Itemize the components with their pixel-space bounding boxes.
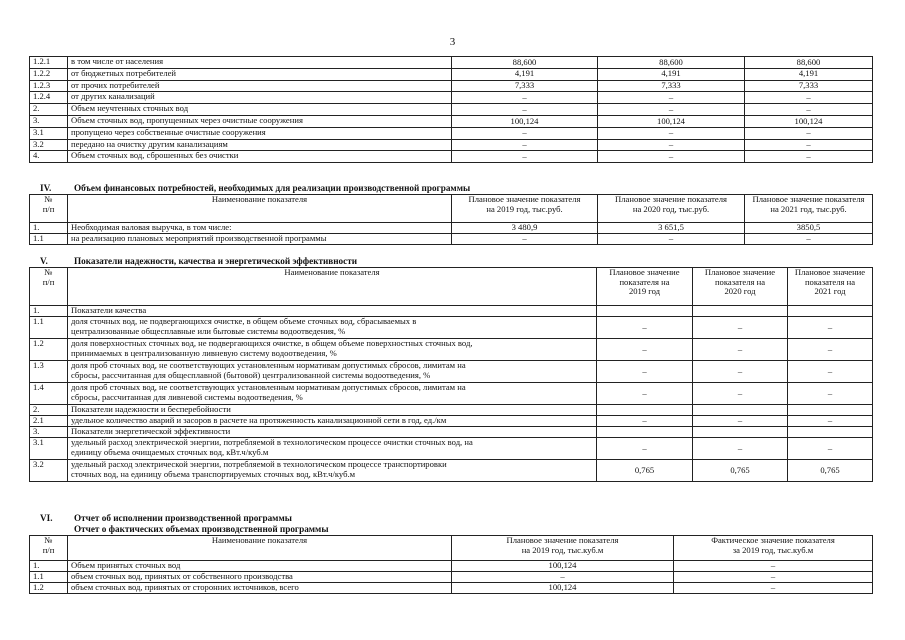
row-number: 1. xyxy=(30,223,68,234)
production-report-table-body xyxy=(30,561,873,594)
value-2019: – xyxy=(452,127,598,139)
row-number: 2. xyxy=(30,104,68,116)
header-2021: Плановое значение показателя на 2021 год, тыс.руб. xyxy=(745,195,873,223)
row-number: 1.2.2 xyxy=(30,68,68,80)
plan-value: 100,124 xyxy=(452,583,674,594)
row-name: от бюджетных потребителей xyxy=(68,68,452,80)
value-2019: 100,124 xyxy=(452,115,598,127)
value-2019: – xyxy=(452,139,598,151)
value-2019: – xyxy=(597,383,693,405)
value-2020 xyxy=(693,405,788,416)
wastewater-volume-table xyxy=(29,56,873,163)
value-2021: – xyxy=(788,361,873,383)
value-2021: – xyxy=(788,383,873,405)
value-2021: – xyxy=(788,317,873,339)
page-number: 3 xyxy=(449,36,456,48)
plan-value: 100,124 xyxy=(452,561,674,572)
value-2020: – xyxy=(693,317,788,339)
value-2021: 7,333 xyxy=(745,80,873,92)
value-2020: – xyxy=(598,127,745,139)
header-2020: Плановое значение показателя на 2020 год xyxy=(693,268,788,306)
table-row xyxy=(30,80,873,92)
value-2021: – xyxy=(745,151,873,163)
financial-needs-table xyxy=(29,194,873,245)
header-num: № п/п xyxy=(30,268,68,306)
row-name: от других канализаций xyxy=(68,92,452,104)
row-number: 1.1 xyxy=(30,572,68,583)
value-2021: – xyxy=(745,104,873,116)
table-row xyxy=(30,339,873,361)
table-row xyxy=(30,127,873,139)
row-name: Показатели надежности и бесперебойности xyxy=(68,405,597,416)
row-number: 3.2 xyxy=(30,139,68,151)
value-2020: – xyxy=(598,234,745,245)
row-number: 3. xyxy=(30,427,68,438)
table-row xyxy=(30,383,873,405)
value-2021: 4,191 xyxy=(745,68,873,80)
table-row xyxy=(30,427,873,438)
row-name: Объем неучтенных сточных вод xyxy=(68,104,452,116)
value-2020: 0,765 xyxy=(693,460,788,482)
header-fact: Фактическое значение показателя за 2019 год, тыс.куб.м xyxy=(674,536,873,561)
section-4-title: Объем финансовых потребностей, необходимых для реализации производственной программы xyxy=(74,183,471,193)
header-num: № п/п xyxy=(30,195,68,223)
section-6-title: Отчет об исполнении производственной программы xyxy=(74,513,292,523)
row-number: 3.2 xyxy=(30,460,68,482)
value-2020: – xyxy=(598,139,745,151)
value-2019: 3 480,9 xyxy=(452,223,598,234)
table-row xyxy=(30,416,873,427)
value-2019: 7,333 xyxy=(452,80,598,92)
table-row xyxy=(30,460,873,482)
value-2021 xyxy=(788,427,873,438)
row-name: Объем принятых сточных вод xyxy=(68,561,452,572)
value-2019: – xyxy=(452,92,598,104)
row-name: в том числе от населения xyxy=(68,57,452,69)
value-2019: 88,600 xyxy=(452,57,598,69)
row-name: Необходимая валовая выручка, в том числе: xyxy=(68,223,452,234)
header-2020: Плановое значение показателя на 2020 год, тыс.руб. xyxy=(598,195,745,223)
value-2019: 4,191 xyxy=(452,68,598,80)
value-2020: – xyxy=(693,383,788,405)
financial-needs-table-body xyxy=(30,223,873,245)
row-number: 1.2 xyxy=(30,339,68,361)
value-2019: – xyxy=(452,104,598,116)
row-number: 1.2.4 xyxy=(30,92,68,104)
value-2021: – xyxy=(745,234,873,245)
value-2020: – xyxy=(693,438,788,460)
table-row xyxy=(30,583,873,594)
value-2020: 100,124 xyxy=(598,115,745,127)
header-name: Наименование показателя xyxy=(68,536,452,561)
table-row xyxy=(30,223,873,234)
row-number: 1.2 xyxy=(30,583,68,594)
table-row xyxy=(30,151,873,163)
row-number: 2. xyxy=(30,405,68,416)
row-number: 1.2.1 xyxy=(30,57,68,69)
header-num: № п/п xyxy=(30,536,68,561)
table-row xyxy=(30,317,873,339)
row-number: 3.1 xyxy=(30,127,68,139)
row-name: удельный расход электрической энергии, потребляемой в технологическом процессе очистки сточных вод, на единицу объема очищаемых сточных вод, кВт.ч/куб.м xyxy=(68,438,597,460)
table-row xyxy=(30,139,873,151)
row-name: от прочих потребителей xyxy=(68,80,452,92)
row-number: 1.1 xyxy=(30,317,68,339)
value-2019: – xyxy=(452,151,598,163)
value-2021 xyxy=(788,405,873,416)
production-report-table xyxy=(29,535,873,594)
header-name: Наименование показателя xyxy=(68,195,452,223)
reliability-indicators-table-body xyxy=(30,306,873,482)
value-2020: – xyxy=(598,104,745,116)
value-2021: 3850,5 xyxy=(745,223,873,234)
header-name: Наименование показателя xyxy=(68,268,597,306)
value-2021: – xyxy=(745,127,873,139)
fact-value: – xyxy=(674,583,873,594)
fact-value: – xyxy=(674,572,873,583)
row-name: удельный расход электрической энергии, потребляемой в технологическом процессе транспортировки сточных вод, на единицу объема транспортируемых сточных вод, кВт.ч/куб.м xyxy=(68,460,597,482)
value-2019: – xyxy=(452,234,598,245)
row-name: доля проб сточных вод, не соответствующих установленным нормативам допустимых сбросов, лимитам на сбросы, рассчитанная для общесплавной (бытовой) централизованной системы водоотведения, % xyxy=(68,361,597,383)
value-2021: – xyxy=(788,416,873,427)
value-2021: – xyxy=(745,92,873,104)
row-number: 2.1 xyxy=(30,416,68,427)
table-row xyxy=(30,572,873,583)
table-row xyxy=(30,92,873,104)
value-2021: 100,124 xyxy=(745,115,873,127)
row-number: 3.1 xyxy=(30,438,68,460)
table-row xyxy=(30,68,873,80)
value-2020: – xyxy=(693,339,788,361)
row-name: объем сточных вод, принятых от сторонних источников, всего xyxy=(68,583,452,594)
table-row xyxy=(30,405,873,416)
value-2021: – xyxy=(788,339,873,361)
value-2019: 0,765 xyxy=(597,460,693,482)
section-5-title: Показатели надежности, качества и энергетической эффективности xyxy=(74,256,358,266)
row-number: 1.4 xyxy=(30,383,68,405)
value-2020: – xyxy=(693,416,788,427)
row-name: Показатели энергетической эффективности xyxy=(68,427,597,438)
fact-value: – xyxy=(674,561,873,572)
value-2021: 88,600 xyxy=(745,57,873,69)
wastewater-volume-table-body xyxy=(30,57,873,163)
value-2021: 0,765 xyxy=(788,460,873,482)
row-name: пропущено через собственные очистные сооружения xyxy=(68,127,452,139)
value-2020: – xyxy=(598,151,745,163)
table-row xyxy=(30,115,873,127)
row-number: 1. xyxy=(30,561,68,572)
row-name: доля проб сточных вод, не соответствующих установленным нормативам допустимых сбросов, лимитам на сбросы, рассчитанная для ливневой системы водоотведения, % xyxy=(68,383,597,405)
value-2020: 3 651,5 xyxy=(598,223,745,234)
header-2019: Плановое значение показателя на 2019 год xyxy=(597,268,693,306)
row-name: доля сточных вод, не подвергающихся очистке, в общем объеме сточных вод, сбрасываемых в централизованные общесплавные или бытовые системы водоотведения, % xyxy=(68,317,597,339)
row-name: Объем сточных вод, сброшенных без очистки xyxy=(68,151,452,163)
value-2019: – xyxy=(597,317,693,339)
row-number: 1. xyxy=(30,306,68,317)
section-5-number: V. xyxy=(40,256,48,266)
row-number: 4. xyxy=(30,151,68,163)
table-row xyxy=(30,57,873,69)
value-2021: – xyxy=(745,139,873,151)
row-name: Показатели качества xyxy=(68,306,597,317)
value-2020 xyxy=(693,427,788,438)
row-name: Объем сточных вод, пропущенных через очистные сооружения xyxy=(68,115,452,127)
row-name: на реализацию плановых мероприятий производственной программы xyxy=(68,234,452,245)
row-number: 3. xyxy=(30,115,68,127)
table-row xyxy=(30,234,873,245)
table-row xyxy=(30,438,873,460)
value-2019: – xyxy=(597,416,693,427)
row-number: 1.1 xyxy=(30,234,68,245)
value-2020: 88,600 xyxy=(598,57,745,69)
header-2019: Плановое значение показателя на 2019 год, тыс.руб. xyxy=(452,195,598,223)
section-4-number: IV. xyxy=(40,183,52,193)
value-2019: – xyxy=(597,438,693,460)
row-number: 1.3 xyxy=(30,361,68,383)
value-2020: 4,191 xyxy=(598,68,745,80)
value-2020: 7,333 xyxy=(598,80,745,92)
value-2019 xyxy=(597,306,693,317)
row-name: удельное количество аварий и засоров в расчете на протяженность канализационной сети в год, ед./км xyxy=(68,416,597,427)
table-row xyxy=(30,306,873,317)
value-2019 xyxy=(597,427,693,438)
plan-value: – xyxy=(452,572,674,583)
value-2019 xyxy=(597,405,693,416)
row-name: объем сточных вод, принятых от собственного производства xyxy=(68,572,452,583)
reliability-indicators-table xyxy=(29,267,873,482)
row-name: передано на очистку другим канализациям xyxy=(68,139,452,151)
value-2021: – xyxy=(788,438,873,460)
value-2019: – xyxy=(597,339,693,361)
section-6-number: VI. xyxy=(40,513,53,523)
table-row xyxy=(30,361,873,383)
header-2021: Плановое значение показателя на 2021 год xyxy=(788,268,873,306)
value-2021 xyxy=(788,306,873,317)
table-row xyxy=(30,561,873,572)
row-name: доля поверхностных сточных вод, не подвергающихся очистке, в общем объеме поверхностных сточных вод, принимаемых в централизованную ливневую систему водоотведения, % xyxy=(68,339,597,361)
table-row xyxy=(30,104,873,116)
value-2020 xyxy=(693,306,788,317)
section-6-subtitle-text: Отчет о фактических объемах производственной программы xyxy=(74,524,329,534)
value-2020: – xyxy=(598,92,745,104)
header-plan: Плановое значение показателя на 2019 год, тыс.куб.м xyxy=(452,536,674,561)
value-2020: – xyxy=(693,361,788,383)
value-2019: – xyxy=(597,361,693,383)
row-number: 1.2.3 xyxy=(30,80,68,92)
